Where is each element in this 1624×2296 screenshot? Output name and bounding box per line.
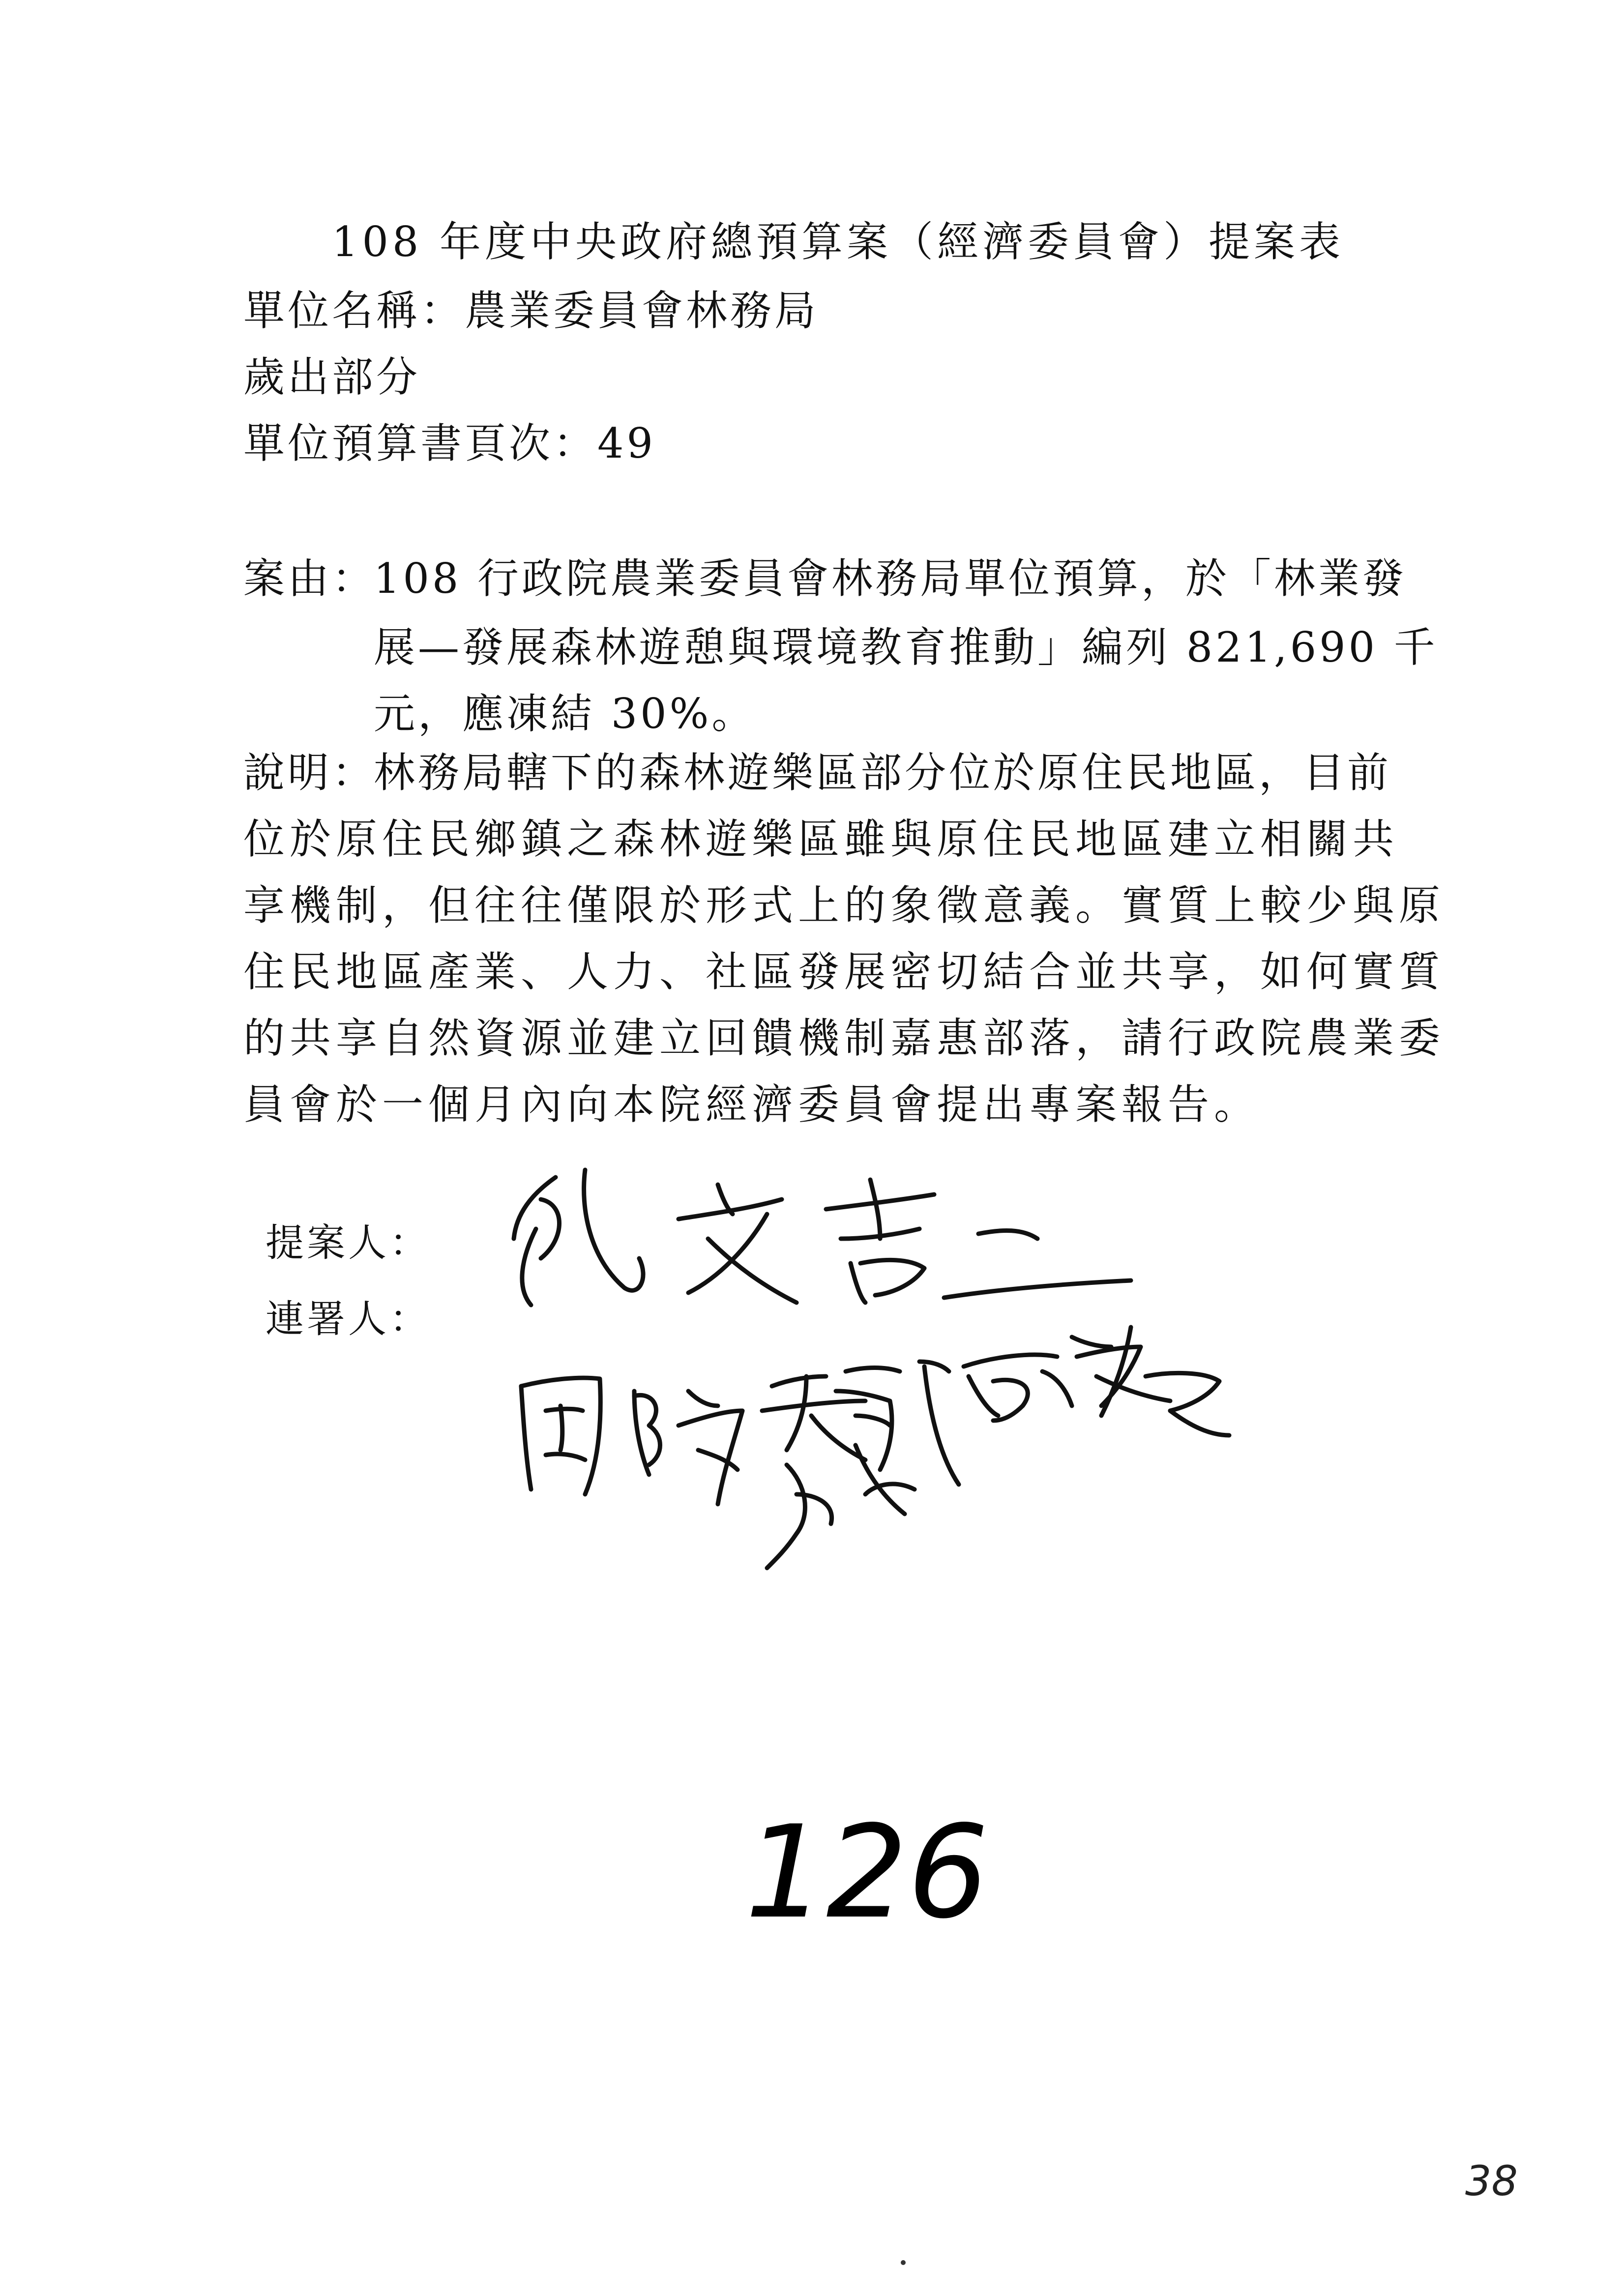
proposer-signature [514,1170,1131,1305]
explanation-line: 的共享自然資源並建立回饋機制嘉惠部落，請行政院農業委 [243,1014,1446,1062]
cosigner-label: 連署人： [266,1297,431,1341]
explanation-line: 住民地區產業、人力、社區發展密切結合並共享，如何實質 [243,948,1446,996]
case-line: 108 行政院農業委員會林務局單位預算，於「林業發 [374,554,1407,603]
page-reference-line: 單位預算書頁次：49 [243,419,656,467]
handwritten-page-number: 126 [745,1799,989,1947]
explanation-first-line: 林務局轄下的森林遊樂區部分位於原住民地區，目前 [374,749,1392,797]
scan-dot [901,2260,906,2265]
handwritten-corner-number: 38 [1465,2157,1518,2205]
document-title: 108 年度中央政府總預算案（經濟委員會）提案表 [332,218,1345,266]
case-line: 元，應凍結 30%。 [374,690,756,738]
unit-name-line: 單位名稱：農業委員會林務局 [243,287,819,335]
explanation-line: 享機制，但往往僅限於形式上的象徵意義。實質上較少與原 [243,881,1446,930]
explanation-label: 說明： [243,749,377,797]
explanation-line: 位於原住民鄉鎮之森林遊樂區雖與原住民地區建立相關共 [243,815,1399,863]
case-label: 案由： [243,554,377,603]
proposer-label: 提案人： [266,1221,431,1265]
explanation-last-line: 員會於一個月內向本院經濟委員會提出專案報告。 [243,1080,1261,1129]
section-line: 歲出部分 [243,353,421,401]
case-line: 展—發展森林遊憩與環境教育推動」編列 821,690 千 [374,623,1438,671]
cosigner-signature-1 [521,1368,915,1569]
cosigner-signature-2 [919,1327,1229,1484]
